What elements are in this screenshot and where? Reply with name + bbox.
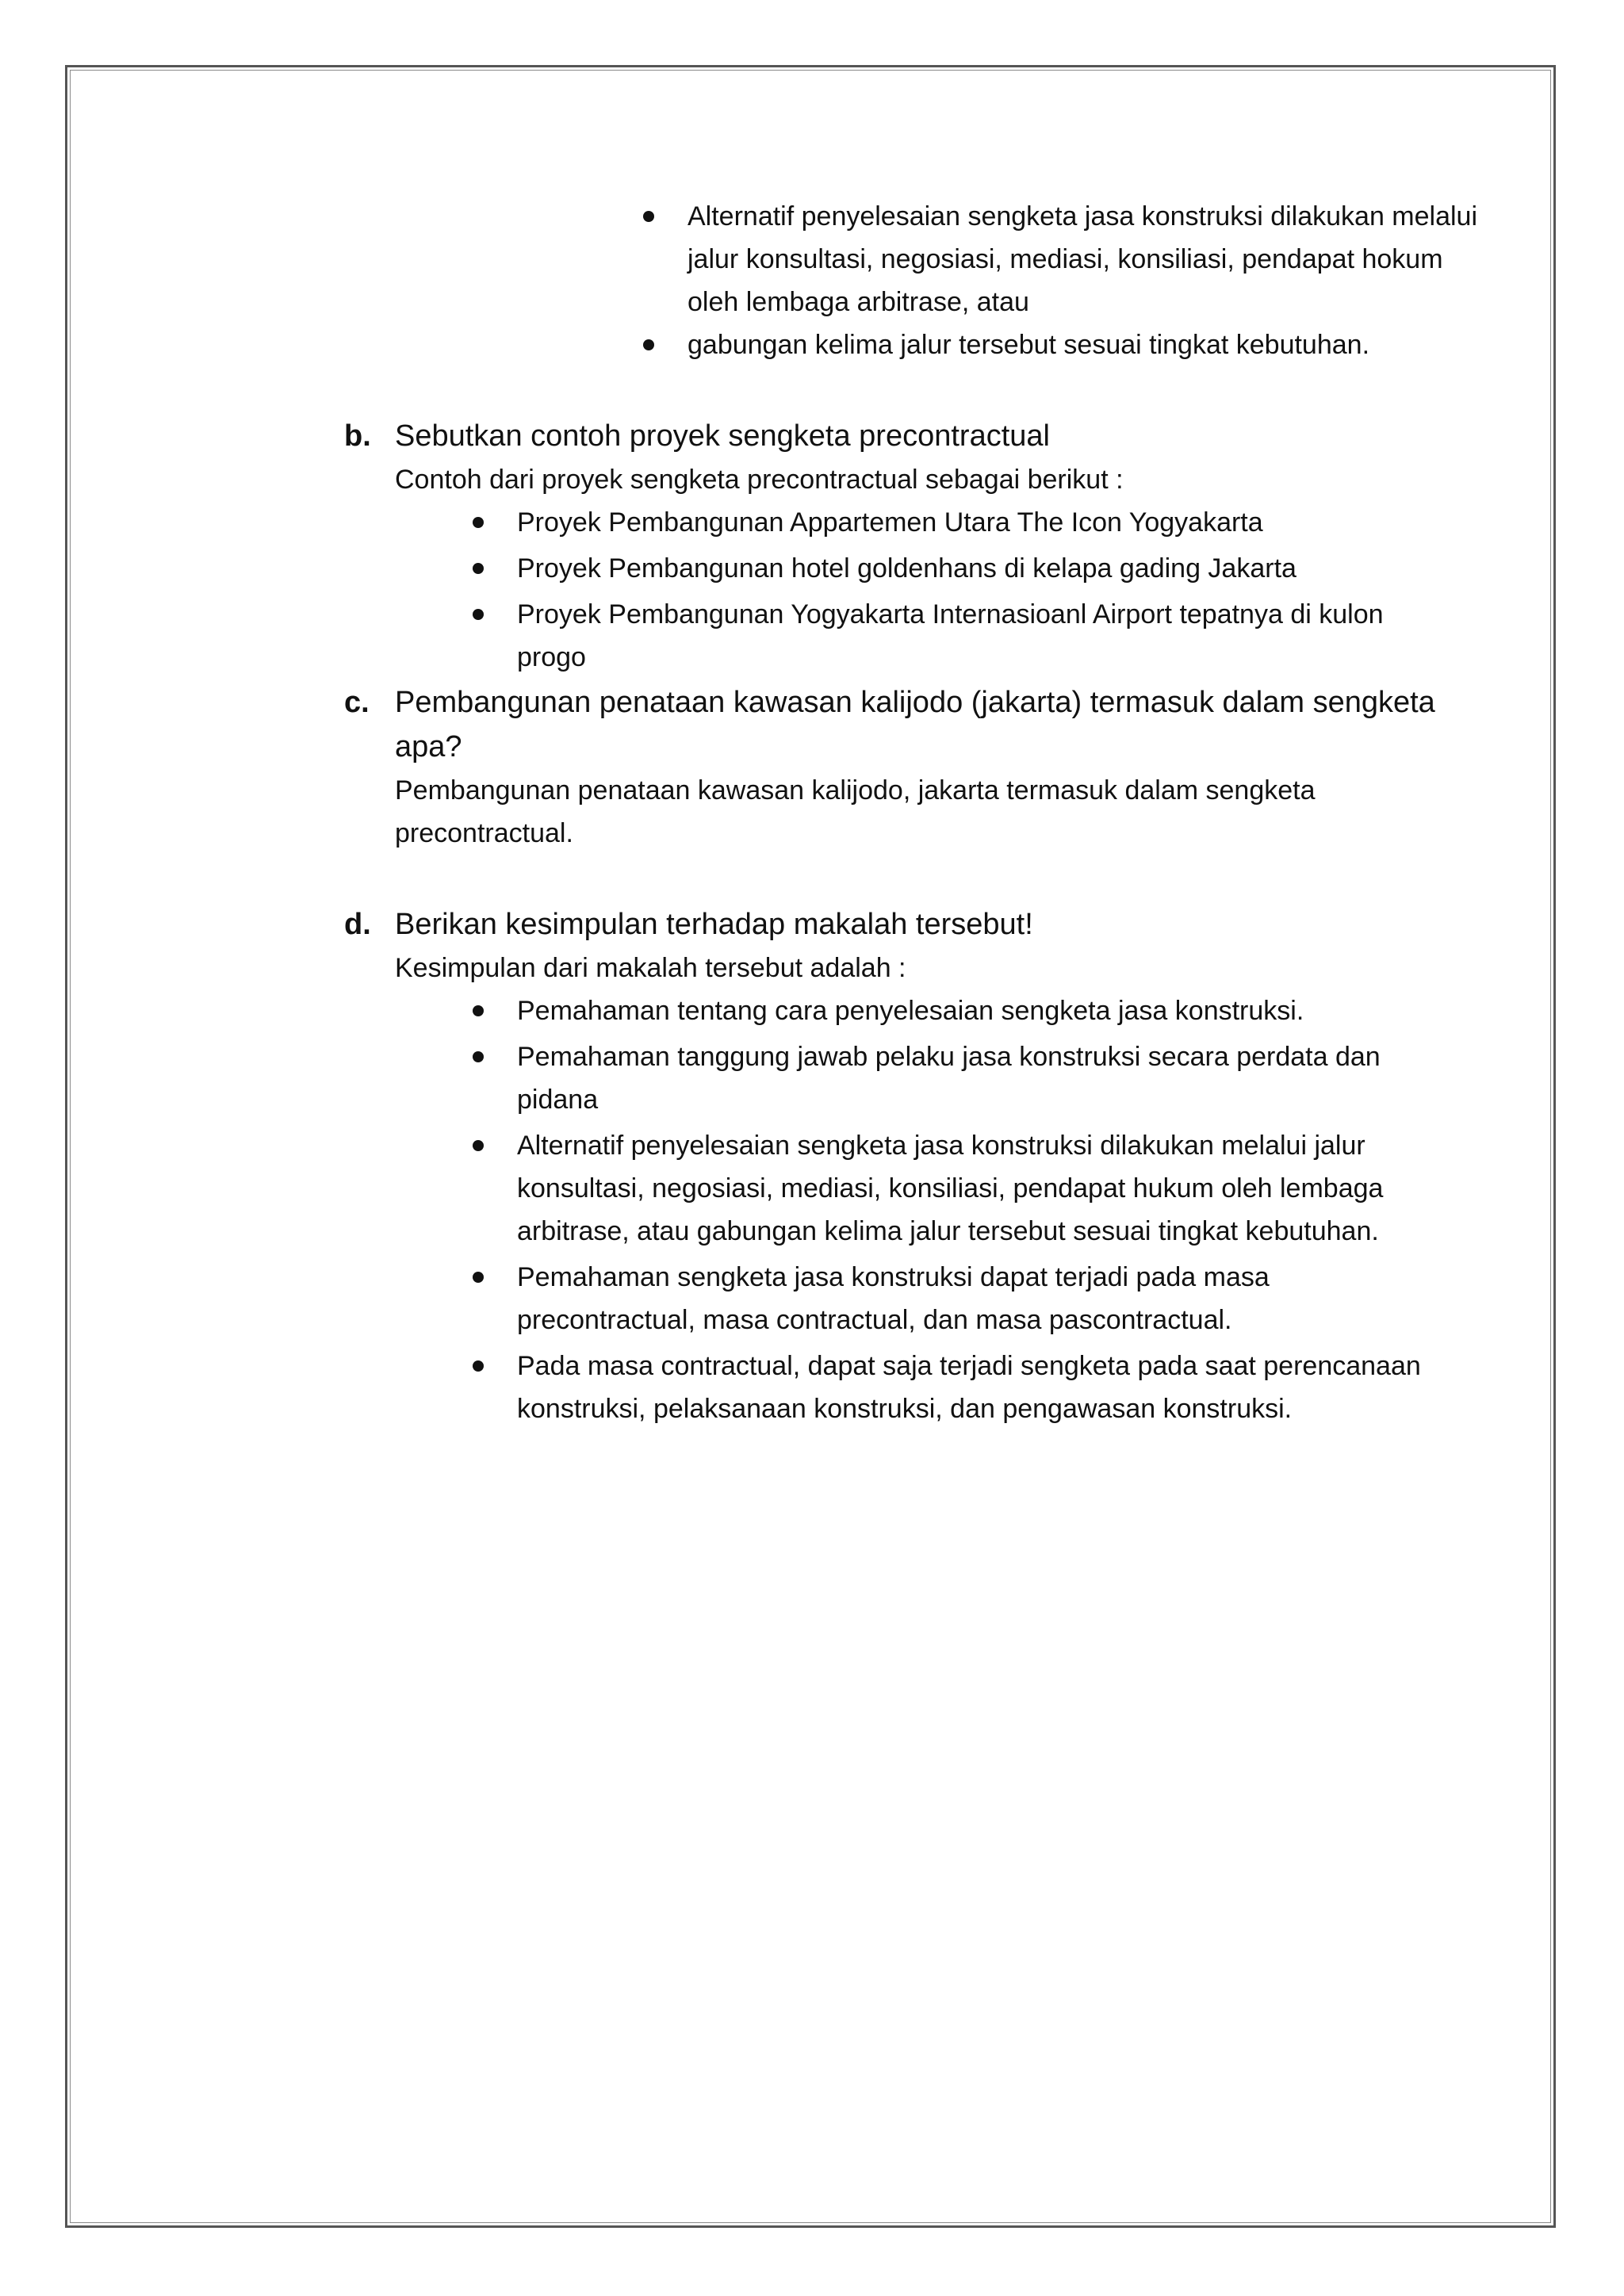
section-answer: Kesimpulan dari makalah tersebut adalah : <box>395 953 906 983</box>
section-letter: b. <box>344 419 371 453</box>
section-bullet-list <box>517 501 1437 679</box>
list-item-text: Pemahaman sengketa jasa konstruksi dapat terjadi pada masa precontractual, masa contractual, dan masa pascontractual. <box>517 1262 1270 1335</box>
list-item <box>517 593 1437 679</box>
list-item-text: Proyek Pembangunan Yogyakarta Internasioanl Airport tepatnya di kulon progo <box>517 599 1384 672</box>
bullet-icon <box>473 1272 484 1283</box>
section-question: Berikan kesimpulan terhadap makalah tersebut! <box>395 908 1033 941</box>
list-item-text: gabungan kelima jalur tersebut sesuai tingkat kebutuhan. <box>688 330 1370 360</box>
list-item-text: Pemahaman tentang cara penyelesaian sengketa jasa konstruksi. <box>517 996 1304 1026</box>
section-question: Pembangunan penataan kawasan kalijodo (jakarta) termasuk dalam sengketa apa? <box>395 686 1435 763</box>
section-question: Sebutkan contoh proyek sengketa precontractual <box>395 419 1050 453</box>
list-item <box>517 501 1437 544</box>
list-item <box>517 989 1437 1032</box>
list-item <box>688 323 1480 366</box>
bullet-icon <box>473 1051 484 1062</box>
section-b <box>344 414 1454 682</box>
bullet-icon <box>473 1005 484 1016</box>
list-item <box>688 195 1480 323</box>
section-bullet-list <box>517 989 1437 1430</box>
list-item <box>517 1256 1437 1341</box>
section-answer: Pembangunan penataan kawasan kalijodo, jakarta termasuk dalam sengketa precontractual. <box>395 775 1316 848</box>
list-item-text: Proyek Pembangunan hotel goldenhans di kelapa gading Jakarta <box>517 553 1297 584</box>
list-item <box>517 1035 1437 1121</box>
section-letter: d. <box>344 908 371 941</box>
bullet-icon <box>473 609 484 620</box>
section-d <box>344 902 1454 1433</box>
list-item-text: Alternatif penyelesaian sengketa jasa konstruksi dilakukan melalui jalur konsultasi, negosiasi, mediasi, konsiliasi, pendapat hokum oleh lembaga arbitrase, atau <box>688 201 1478 317</box>
section-c <box>344 680 1454 855</box>
list-item <box>517 1345 1437 1430</box>
bullet-icon <box>473 1360 484 1372</box>
list-item <box>517 1124 1437 1253</box>
section-letter: c. <box>344 686 370 719</box>
list-item-text: Proyek Pembangunan Appartemen Utara The Icon Yogyakarta <box>517 507 1263 538</box>
list-item-text: Pada masa contractual, dapat saja terjadi sengketa pada saat perencanaan konstruksi, pelaksanaan konstruksi, dan pengawasan konstruksi. <box>517 1351 1421 1424</box>
list-item-text: Pemahaman tanggung jawab pelaku jasa konstruksi secara perdata dan pidana <box>517 1042 1381 1115</box>
bullet-icon <box>473 517 484 528</box>
bullet-icon <box>473 1140 484 1151</box>
bullet-icon <box>643 211 654 222</box>
top-bullet-list <box>688 195 1480 366</box>
bullet-icon <box>643 339 654 350</box>
bullet-icon <box>473 563 484 574</box>
list-item <box>517 547 1437 590</box>
list-item-text: Alternatif penyelesaian sengketa jasa konstruksi dilakukan melalui jalur konsultasi, negosiasi, mediasi, konsiliasi, pendapat hukum oleh lembaga arbitrase, atau gabungan kelima jalur tersebut sesuai tingkat kebutuhan. <box>517 1131 1384 1246</box>
section-answer: Contoh dari proyek sengketa precontractual sebagai berikut : <box>395 465 1124 495</box>
